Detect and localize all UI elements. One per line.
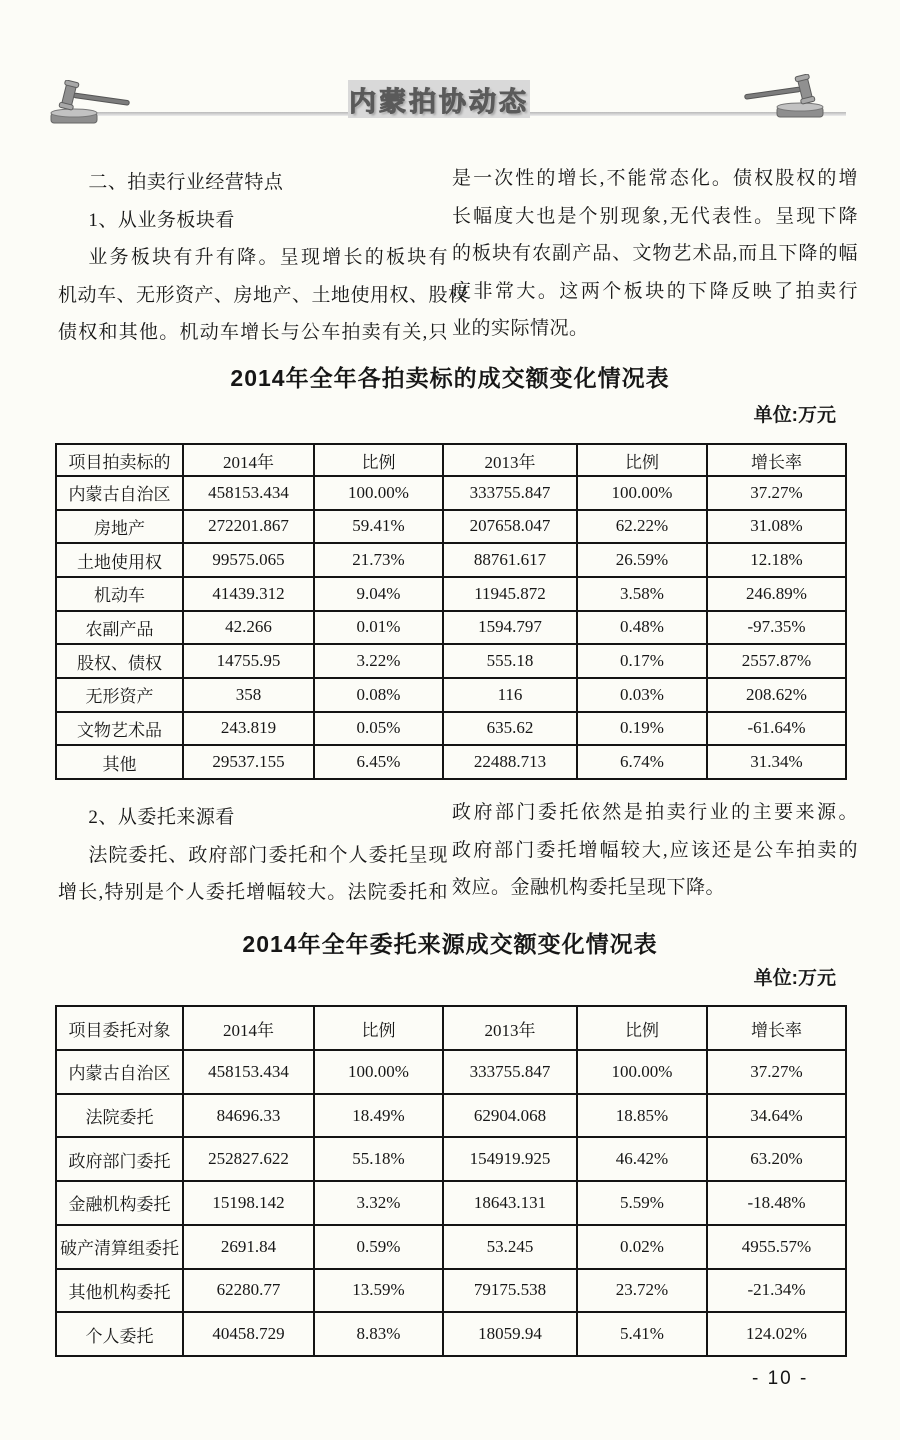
cell: 0.05% [314, 712, 443, 746]
table-row [56, 712, 846, 746]
cell: 法院委托 [56, 1094, 183, 1138]
cell: 5.41% [577, 1312, 707, 1356]
cell: 0.48% [577, 611, 707, 645]
cell: 无形资产 [56, 678, 183, 712]
text-line: 的板块有农副产品、文物艺术品,而且下降的幅 [452, 243, 858, 264]
cell: 29537.155 [183, 745, 314, 779]
cell: 0.17% [577, 644, 707, 678]
table-row [56, 543, 846, 577]
cell: 土地使用权 [56, 543, 183, 577]
header-cell: 比例 [314, 444, 443, 476]
table-row [56, 1269, 846, 1313]
cell: 458153.434 [183, 476, 314, 510]
cell: 124.02% [707, 1312, 846, 1356]
cell: 88761.617 [443, 543, 577, 577]
table-header-row [56, 444, 846, 476]
table-row [56, 678, 846, 712]
cell: 272201.867 [183, 510, 314, 544]
cell: 破产清算组委托 [56, 1225, 183, 1269]
cell: 252827.622 [183, 1137, 314, 1181]
cell: 333755.847 [443, 476, 577, 510]
table2-unit-label: 单位:万元 [753, 968, 836, 989]
text-line: 债权和其他。机动车增长与公车拍卖有关,只 [58, 322, 448, 343]
cell: 40458.729 [183, 1312, 314, 1356]
cell: 22488.713 [443, 745, 577, 779]
text-line: 度非常大。这两个板块的下降反映了拍卖行 [452, 280, 858, 302]
cell: 31.34% [707, 745, 846, 779]
cell: 15198.142 [183, 1181, 314, 1225]
cell: 14755.95 [183, 644, 314, 678]
consignment-sources-table [55, 1005, 847, 1357]
cell: 其他机构委托 [56, 1269, 183, 1313]
cell: 79175.538 [443, 1269, 577, 1313]
cell: 18.85% [577, 1094, 707, 1138]
cell: 59.41% [314, 510, 443, 544]
cell: 内蒙古自治区 [56, 476, 183, 510]
header-cell: 项目拍卖标的 [56, 444, 183, 476]
cell: 333755.847 [443, 1050, 577, 1094]
table-row [56, 1312, 846, 1356]
text-line: 长幅度大也是个别现象,无代表性。呈现下降 [452, 205, 858, 227]
cell: 其他 [56, 745, 183, 779]
text-line: 政府部门委托依然是拍卖行业的主要来源。 [452, 802, 858, 823]
cell: -18.48% [707, 1181, 846, 1225]
text-line: 机动车、无形资产、房地产、土地使用权、股权 [58, 284, 468, 306]
table-body [56, 1050, 846, 1356]
text-line: 业的实际情况。 [452, 318, 589, 339]
table1-title: 2014年全年各拍卖标的成交额变化情况表 [230, 365, 670, 391]
sub-heading: 1、从业务板块看 [88, 209, 235, 231]
cell: 62904.068 [443, 1094, 577, 1138]
section-heading: 二、拍卖行业经营特点 [88, 172, 284, 193]
cell: 42.266 [183, 611, 314, 645]
cell: 金融机构委托 [56, 1181, 183, 1225]
header-cell: 比例 [577, 1006, 707, 1050]
cell: 股权、债权 [56, 644, 183, 678]
cell: 154919.925 [443, 1137, 577, 1181]
header-cell: 2013年 [443, 1006, 577, 1050]
cell: 84696.33 [183, 1094, 314, 1138]
table-row [56, 745, 846, 779]
text-line: 效应。金融机构委托呈现下降。 [452, 877, 726, 898]
gavel-icon-right [742, 74, 826, 120]
header-cell: 比例 [577, 444, 707, 476]
cell: 100.00% [314, 1050, 443, 1094]
cell: 55.18% [314, 1137, 443, 1181]
cell: 12.18% [707, 543, 846, 577]
cell: 1594.797 [443, 611, 577, 645]
cell: 0.02% [577, 1225, 707, 1269]
cell: 62.22% [577, 510, 707, 544]
cell: 208.62% [707, 678, 846, 712]
cell: 41439.312 [183, 577, 314, 611]
cell: 6.45% [314, 745, 443, 779]
cell: 农副产品 [56, 611, 183, 645]
cell: 31.08% [707, 510, 846, 544]
cell: 6.74% [577, 745, 707, 779]
table-row [56, 611, 846, 645]
cell: 个人委托 [56, 1312, 183, 1356]
cell: 53.245 [443, 1225, 577, 1269]
cell: 0.03% [577, 678, 707, 712]
table2-title: 2014年全年委托来源成交额变化情况表 [242, 931, 658, 957]
cell: 0.59% [314, 1225, 443, 1269]
table-row [56, 510, 846, 544]
cell: 3.58% [577, 577, 707, 611]
cell: 37.27% [707, 1050, 846, 1094]
header-cell: 项目委托对象 [56, 1006, 183, 1050]
cell: 18059.94 [443, 1312, 577, 1356]
masthead-title: 内蒙拍协动态 [349, 86, 529, 117]
header-cell: 增长率 [707, 444, 846, 476]
header-cell: 2014年 [183, 1006, 314, 1050]
section2-right-column [452, 794, 858, 907]
section1-left-column [58, 164, 468, 352]
cell: 246.89% [707, 577, 846, 611]
cell: 5.59% [577, 1181, 707, 1225]
header-cell: 增长率 [707, 1006, 846, 1050]
cell: -61.64% [707, 712, 846, 746]
gavel-icon-left [48, 80, 132, 126]
cell: 3.32% [314, 1181, 443, 1225]
cell: 207658.047 [443, 510, 577, 544]
table-body [56, 476, 846, 779]
cell: 243.819 [183, 712, 314, 746]
masthead-title-box [348, 80, 530, 118]
cell: 62280.77 [183, 1269, 314, 1313]
header-cell: 2014年 [183, 444, 314, 476]
text-line: 业务板块有升有降。呈现增长的板块有 [88, 247, 448, 268]
cell: 100.00% [314, 476, 443, 510]
table-row [56, 1094, 846, 1138]
header-cell: 比例 [314, 1006, 443, 1050]
cell: 2691.84 [183, 1225, 314, 1269]
header-cell: 2013年 [443, 444, 577, 476]
cell: 房地产 [56, 510, 183, 544]
table-row [56, 1137, 846, 1181]
cell: 116 [443, 678, 577, 712]
cell: 2557.87% [707, 644, 846, 678]
cell: 26.59% [577, 543, 707, 577]
cell: 机动车 [56, 577, 183, 611]
cell: -21.34% [707, 1269, 846, 1313]
table-header-row [56, 1006, 846, 1050]
auction-targets-table [55, 443, 847, 780]
cell: 政府部门委托 [56, 1137, 183, 1181]
cell: 99575.065 [183, 543, 314, 577]
table-row [56, 476, 846, 510]
text-line: 政府部门委托增幅较大,应该还是公车拍卖的 [452, 839, 858, 861]
cell: 555.18 [443, 644, 577, 678]
cell: 4955.57% [707, 1225, 846, 1269]
cell: 0.19% [577, 712, 707, 746]
cell: 13.59% [314, 1269, 443, 1313]
cell: 635.62 [443, 712, 577, 746]
cell: 23.72% [577, 1269, 707, 1313]
section1-right-column [452, 160, 858, 348]
table-row [56, 644, 846, 678]
cell: 21.73% [314, 543, 443, 577]
table-row [56, 1050, 846, 1094]
cell: 37.27% [707, 476, 846, 510]
table-row [56, 1181, 846, 1225]
cell: -97.35% [707, 611, 846, 645]
section2-left-column [58, 799, 448, 912]
cell: 63.20% [707, 1137, 846, 1181]
cell: 3.22% [314, 644, 443, 678]
cell: 100.00% [577, 1050, 707, 1094]
cell: 0.08% [314, 678, 443, 712]
cell: 18643.131 [443, 1181, 577, 1225]
page-number: - 10 - [752, 1368, 809, 1389]
cell: 358 [183, 678, 314, 712]
table-row [56, 1225, 846, 1269]
cell: 内蒙古自治区 [56, 1050, 183, 1094]
text-line: 法院委托、政府部门委托和个人委托呈现 [88, 844, 448, 866]
cell: 0.01% [314, 611, 443, 645]
cell: 458153.434 [183, 1050, 314, 1094]
cell: 34.64% [707, 1094, 846, 1138]
cell: 9.04% [314, 577, 443, 611]
cell: 8.83% [314, 1312, 443, 1356]
cell: 100.00% [577, 476, 707, 510]
cell: 18.49% [314, 1094, 443, 1138]
text-line: 是一次性的增长,不能常态化。债权股权的增 [452, 168, 858, 189]
cell: 46.42% [577, 1137, 707, 1181]
sub-heading: 2、从委托来源看 [88, 807, 235, 828]
cell: 11945.872 [443, 577, 577, 611]
cell: 文物艺术品 [56, 712, 183, 746]
text-line: 增长,特别是个人委托增幅较大。法院委托和 [58, 882, 448, 903]
table-row [56, 577, 846, 611]
table1-unit-label: 单位:万元 [753, 405, 836, 426]
